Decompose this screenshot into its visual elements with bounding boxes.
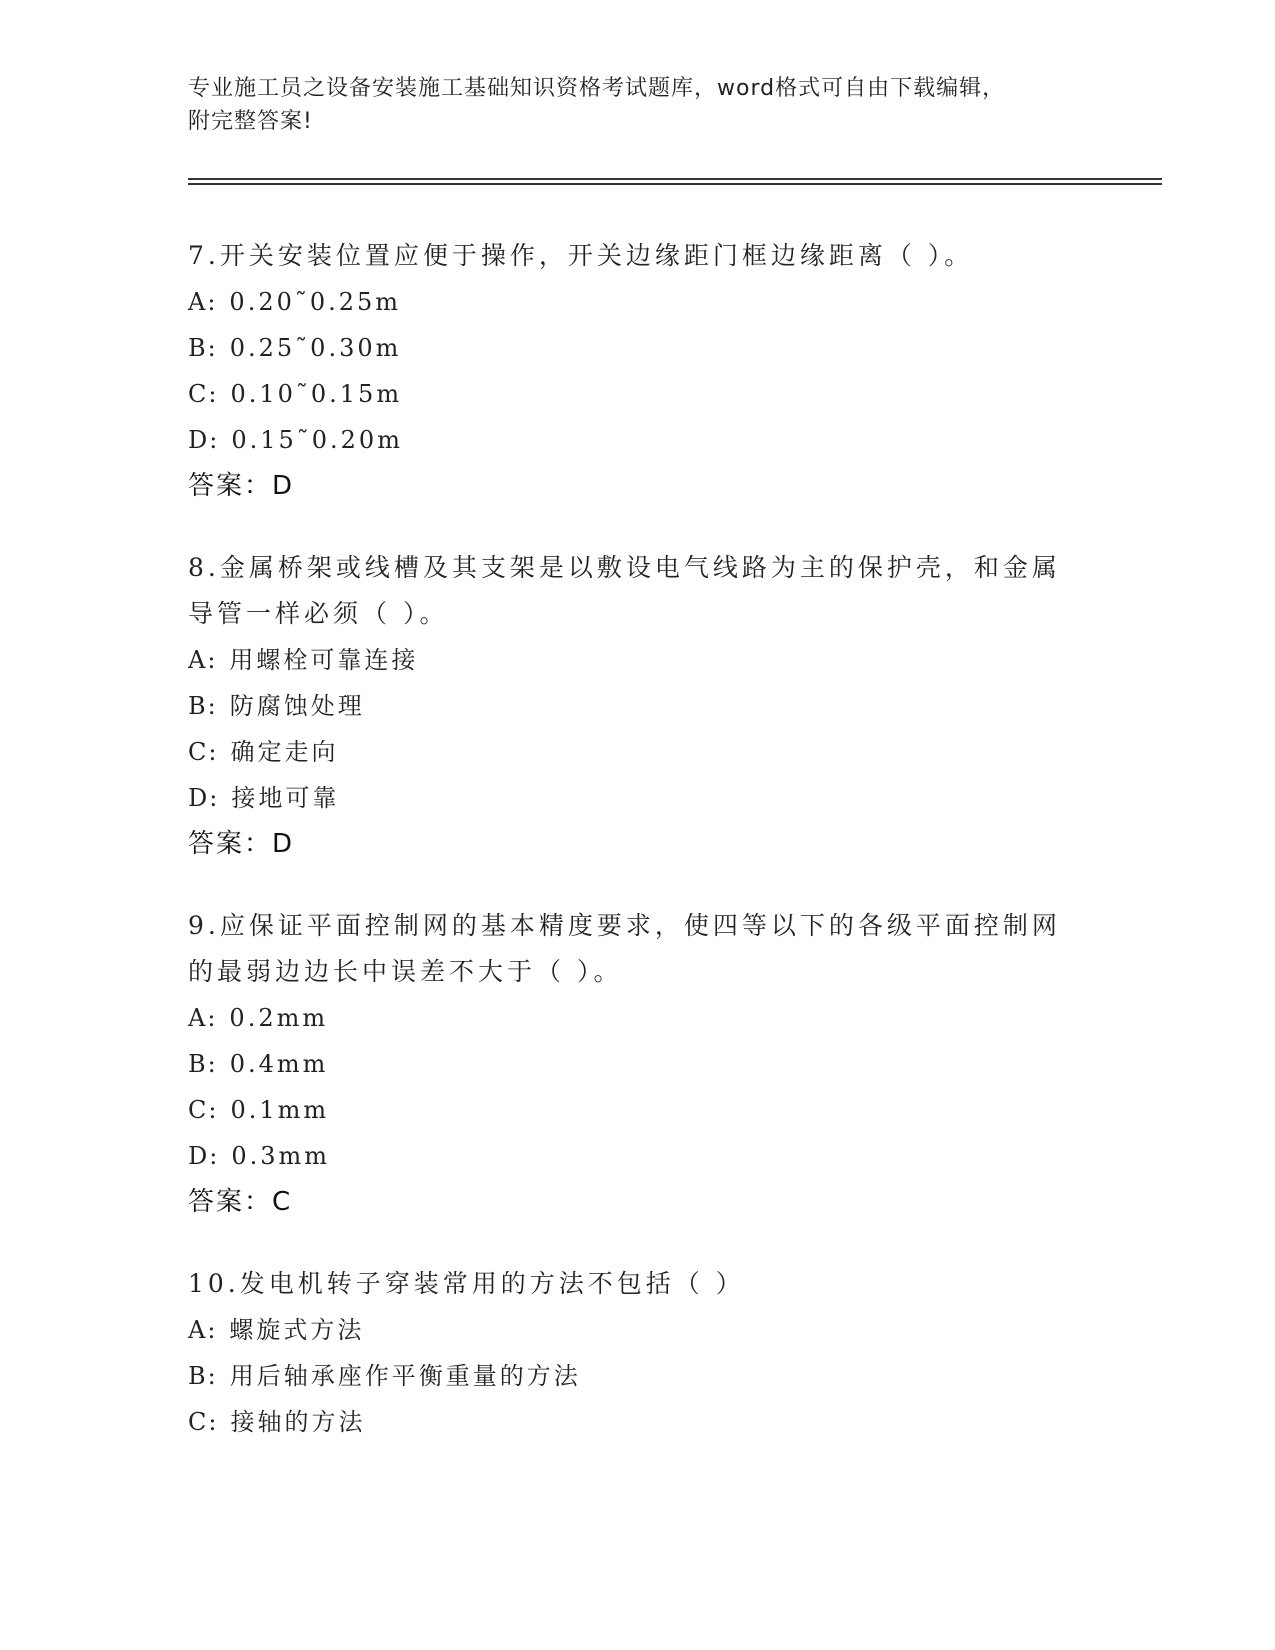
option-text: 0.20˜0.25m <box>229 288 402 316</box>
option-d <box>188 417 1068 463</box>
header-divider-bottom <box>188 183 1162 185</box>
header-line-1: 专业施工员之设备安装施工基础知识资格考试题库，word格式可自由下载编辑， <box>188 76 1006 101</box>
option-c <box>188 1087 1068 1133</box>
option-key: A: <box>188 288 218 316</box>
question-8 <box>188 545 1068 867</box>
option-text: 0.25˜0.30m <box>229 334 402 362</box>
question-9 <box>188 903 1068 1225</box>
option-text: 确定走向 <box>230 738 339 766</box>
option-text: 0.1mm <box>230 1096 330 1124</box>
option-c <box>188 729 1068 775</box>
option-text: 0.15˜0.20m <box>231 426 403 454</box>
option-text: 0.3mm <box>231 1142 331 1170</box>
question-stem: 7.开关安装位置应便于操作，开关边缘距门框边缘距离（ ）。 <box>188 241 974 270</box>
option-a <box>188 995 1068 1041</box>
option-d <box>188 1133 1068 1179</box>
option-key: D: <box>188 784 220 812</box>
header-line-2: 附完整答案! <box>188 109 313 134</box>
option-key: C: <box>188 738 219 766</box>
option-b <box>188 325 1068 371</box>
answer-label: 答案：D <box>188 471 295 501</box>
header-divider-top <box>188 178 1162 180</box>
question-7 <box>188 233 1068 509</box>
option-text: 螺旋式方法 <box>229 1316 365 1344</box>
option-a <box>188 279 1068 325</box>
question-list <box>188 233 1068 1481</box>
option-text: 0.10˜0.15m <box>230 380 403 408</box>
option-key: D: <box>188 1142 220 1170</box>
option-text: 0.2mm <box>229 1004 329 1032</box>
option-key: B: <box>188 334 218 362</box>
option-b <box>188 683 1068 729</box>
option-key: C: <box>188 1096 219 1124</box>
option-key: B: <box>188 692 218 720</box>
option-text: 用螺栓可靠连接 <box>229 646 419 674</box>
answer-label: 答案：C <box>188 1187 293 1217</box>
option-key: B: <box>188 1362 218 1390</box>
option-key: A: <box>188 1316 218 1344</box>
option-key: D: <box>188 426 220 454</box>
option-a <box>188 637 1068 683</box>
option-key: B: <box>188 1050 218 1078</box>
option-text: 0.4mm <box>229 1050 329 1078</box>
option-c <box>188 1399 1068 1445</box>
option-key: C: <box>188 380 219 408</box>
option-b <box>188 1041 1068 1087</box>
option-key: A: <box>188 646 218 674</box>
option-text: 接地可靠 <box>231 784 340 812</box>
answer-label: 答案：D <box>188 829 295 859</box>
document-header <box>188 72 1068 138</box>
question-stem: 9.应保证平面控制网的基本精度要求，使四等以下的各级平面控制网的最弱边边长中误差不大于（ ）。 <box>188 911 1061 986</box>
option-b <box>188 1353 1068 1399</box>
question-stem: 10.发电机转子穿装常用的方法不包括（ ） <box>188 1269 745 1298</box>
option-text: 防腐蚀处理 <box>229 692 365 720</box>
option-a <box>188 1307 1068 1353</box>
option-text: 接轴的方法 <box>230 1408 366 1436</box>
option-text: 用后轴承座作平衡重量的方法 <box>229 1362 581 1390</box>
option-c <box>188 371 1068 417</box>
question-10 <box>188 1261 1068 1445</box>
option-d <box>188 775 1068 821</box>
option-key: C: <box>188 1408 219 1436</box>
question-stem: 8.金属桥架或线槽及其支架是以敷设电气线路为主的保护壳，和金属导管一样必须（ ）。 <box>188 553 1061 628</box>
option-key: A: <box>188 1004 218 1032</box>
